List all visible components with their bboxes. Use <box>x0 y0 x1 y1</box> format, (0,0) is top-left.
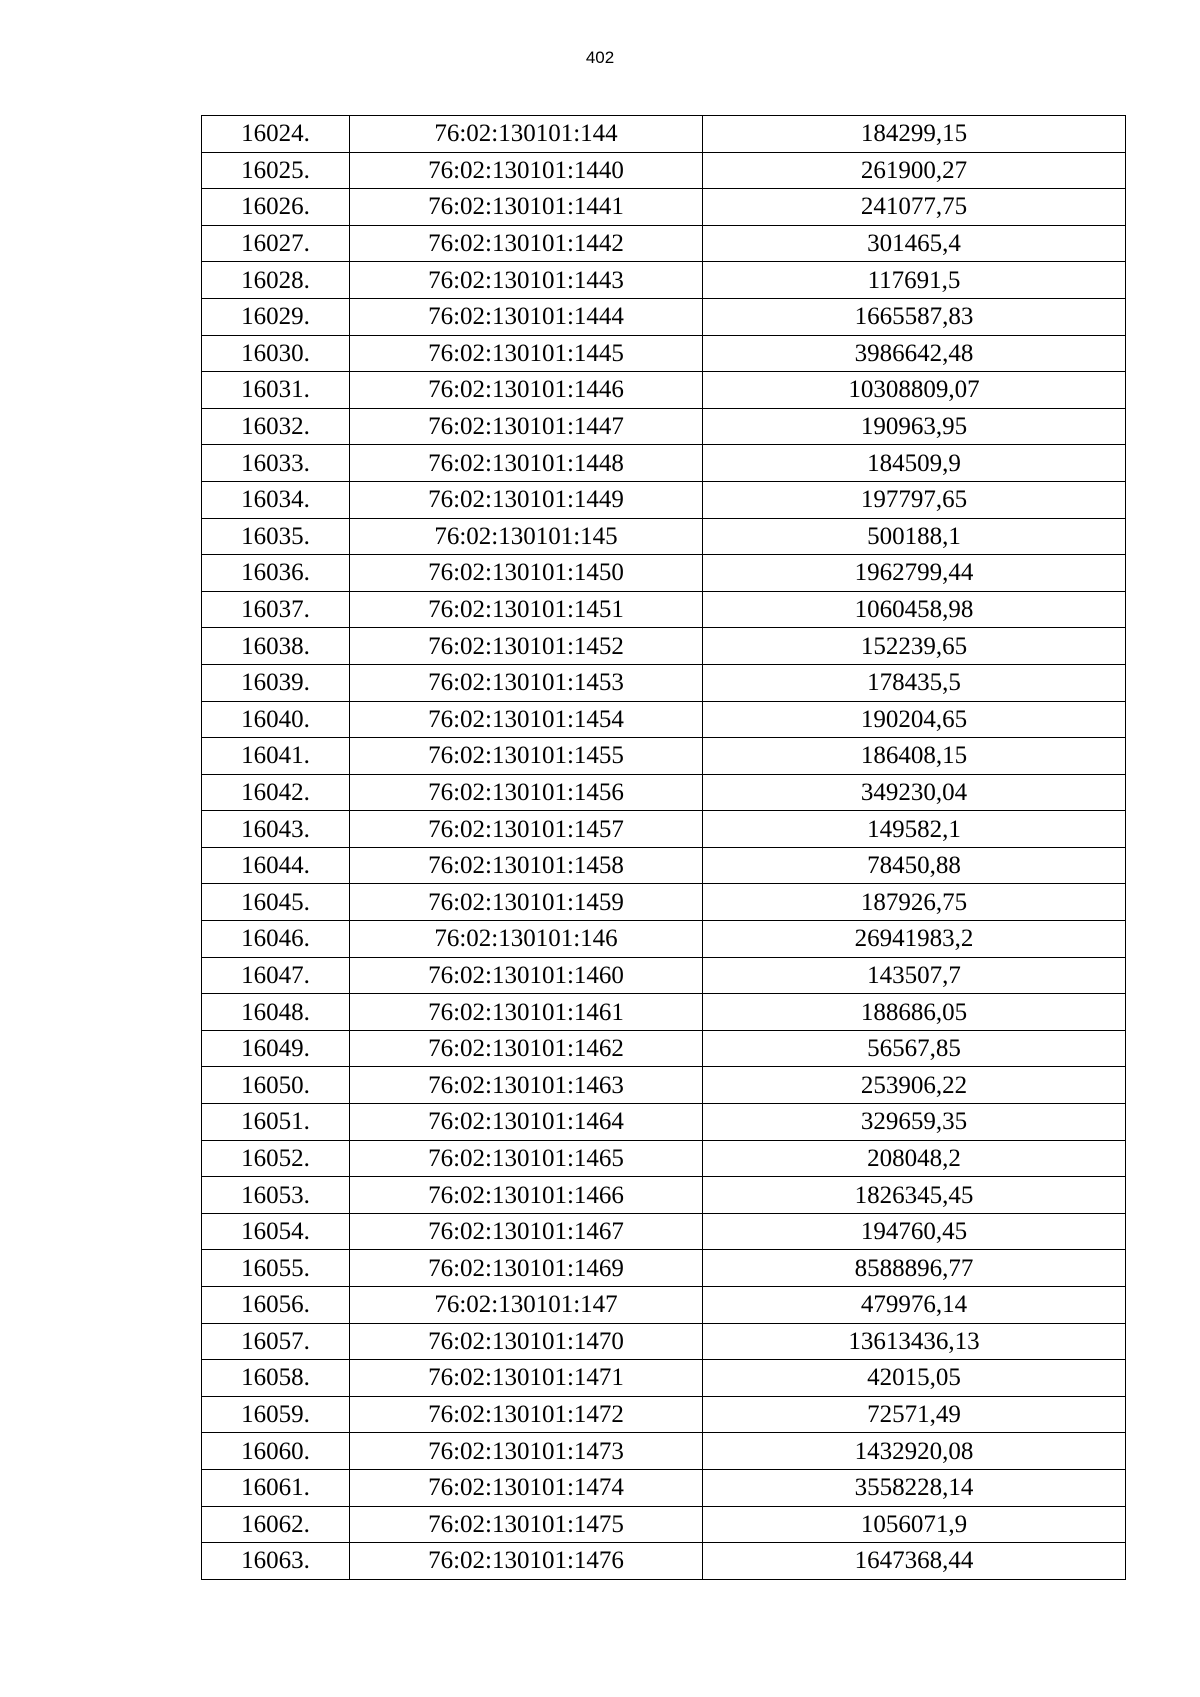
table-row <box>202 518 1126 555</box>
cadastral-number-cell: 76:02:130101:1443 <box>350 262 703 299</box>
table-row <box>202 628 1126 665</box>
row-number-cell: 16051. <box>202 1104 350 1141</box>
table-row <box>202 555 1126 592</box>
table-row <box>202 957 1126 994</box>
table-row <box>202 994 1126 1031</box>
row-number-cell: 16046. <box>202 921 350 958</box>
row-number-cell: 16035. <box>202 518 350 555</box>
cadastral-value-cell: 42015,05 <box>703 1360 1126 1397</box>
cadastral-number-cell: 76:02:130101:1472 <box>350 1396 703 1433</box>
cadastral-value-cell: 152239,65 <box>703 628 1126 665</box>
row-number-cell: 16030. <box>202 335 350 372</box>
row-number-cell: 16036. <box>202 555 350 592</box>
cadastral-value-cell: 72571,49 <box>703 1396 1126 1433</box>
row-number-cell: 16026. <box>202 189 350 226</box>
table-row <box>202 262 1126 299</box>
table-row <box>202 664 1126 701</box>
table-body <box>202 116 1126 1580</box>
table-row <box>202 738 1126 775</box>
cadastral-number-cell: 76:02:130101:1463 <box>350 1067 703 1104</box>
cadastral-value-cell: 178435,5 <box>703 664 1126 701</box>
row-number-cell: 16059. <box>202 1396 350 1433</box>
table-row <box>202 591 1126 628</box>
row-number-cell: 16027. <box>202 225 350 262</box>
table-row <box>202 1067 1126 1104</box>
cadastral-number-cell: 76:02:130101:1452 <box>350 628 703 665</box>
cadastral-value-cell: 1665587,83 <box>703 298 1126 335</box>
table-row <box>202 1213 1126 1250</box>
cadastral-number-cell: 76:02:130101:1471 <box>350 1360 703 1397</box>
cadastral-number-cell: 76:02:130101:1469 <box>350 1250 703 1287</box>
row-number-cell: 16038. <box>202 628 350 665</box>
cadastral-value-cell: 143507,7 <box>703 957 1126 994</box>
table-row <box>202 1543 1126 1580</box>
row-number-cell: 16047. <box>202 957 350 994</box>
cadastral-number-cell: 76:02:130101:1461 <box>350 994 703 1031</box>
row-number-cell: 16029. <box>202 298 350 335</box>
cadastral-value-cell: 190963,95 <box>703 408 1126 445</box>
table-row <box>202 1140 1126 1177</box>
row-number-cell: 16042. <box>202 774 350 811</box>
row-number-cell: 16056. <box>202 1287 350 1324</box>
cadastral-value-cell: 1826345,45 <box>703 1177 1126 1214</box>
cadastral-value-cell: 187926,75 <box>703 884 1126 921</box>
row-number-cell: 16040. <box>202 701 350 738</box>
cadastral-value-cell: 56567,85 <box>703 1030 1126 1067</box>
row-number-cell: 16024. <box>202 116 350 153</box>
row-number-cell: 16037. <box>202 591 350 628</box>
table-row <box>202 189 1126 226</box>
cadastral-number-cell: 76:02:130101:146 <box>350 921 703 958</box>
table-row <box>202 335 1126 372</box>
cadastral-number-cell: 76:02:130101:1474 <box>350 1469 703 1506</box>
row-number-cell: 16053. <box>202 1177 350 1214</box>
row-number-cell: 16039. <box>202 664 350 701</box>
cadastral-value-cell: 1432920,08 <box>703 1433 1126 1470</box>
page-number: 402 <box>585 48 615 67</box>
cadastral-value-cell: 8588896,77 <box>703 1250 1126 1287</box>
cadastral-number-cell: 76:02:130101:1442 <box>350 225 703 262</box>
cadastral-value-cell: 197797,65 <box>703 481 1126 518</box>
row-number-cell: 16063. <box>202 1543 350 1580</box>
cadastral-value-cell: 349230,04 <box>703 774 1126 811</box>
cadastral-number-cell: 76:02:130101:1456 <box>350 774 703 811</box>
cadastral-value-cell: 253906,22 <box>703 1067 1126 1104</box>
table-row <box>202 445 1126 482</box>
table-row <box>202 1104 1126 1141</box>
row-number-cell: 16028. <box>202 262 350 299</box>
cadastral-value-cell: 1060458,98 <box>703 591 1126 628</box>
row-number-cell: 16043. <box>202 811 350 848</box>
table-row <box>202 116 1126 153</box>
table-row <box>202 225 1126 262</box>
table-row <box>202 1506 1126 1543</box>
row-number-cell: 16058. <box>202 1360 350 1397</box>
cadastral-value-cell: 1056071,9 <box>703 1506 1126 1543</box>
cadastral-value-table <box>201 115 1126 1580</box>
row-number-cell: 16033. <box>202 445 350 482</box>
row-number-cell: 16054. <box>202 1213 350 1250</box>
cadastral-number-cell: 76:02:130101:1473 <box>350 1433 703 1470</box>
table-row <box>202 1287 1126 1324</box>
table-row <box>202 811 1126 848</box>
table-row <box>202 372 1126 409</box>
cadastral-number-cell: 76:02:130101:1445 <box>350 335 703 372</box>
cadastral-number-cell: 76:02:130101:1454 <box>350 701 703 738</box>
cadastral-number-cell: 76:02:130101:1440 <box>350 152 703 189</box>
cadastral-value-cell: 3986642,48 <box>703 335 1126 372</box>
cadastral-value-cell: 1962799,44 <box>703 555 1126 592</box>
row-number-cell: 16050. <box>202 1067 350 1104</box>
cadastral-value-cell: 301465,4 <box>703 225 1126 262</box>
row-number-cell: 16060. <box>202 1433 350 1470</box>
cadastral-value-cell: 184299,15 <box>703 116 1126 153</box>
cadastral-number-cell: 76:02:130101:1450 <box>350 555 703 592</box>
row-number-cell: 16062. <box>202 1506 350 1543</box>
cadastral-number-cell: 76:02:130101:1460 <box>350 957 703 994</box>
cadastral-value-cell: 26941983,2 <box>703 921 1126 958</box>
cadastral-number-cell: 76:02:130101:1448 <box>350 445 703 482</box>
row-number-cell: 16041. <box>202 738 350 775</box>
cadastral-value-cell: 117691,5 <box>703 262 1126 299</box>
cadastral-value-cell: 479976,14 <box>703 1287 1126 1324</box>
cadastral-number-cell: 76:02:130101:1459 <box>350 884 703 921</box>
cadastral-value-cell: 1647368,44 <box>703 1543 1126 1580</box>
row-number-cell: 16031. <box>202 372 350 409</box>
cadastral-number-cell: 76:02:130101:147 <box>350 1287 703 1324</box>
table-row <box>202 1250 1126 1287</box>
cadastral-number-cell: 76:02:130101:1465 <box>350 1140 703 1177</box>
cadastral-value-cell: 190204,65 <box>703 701 1126 738</box>
cadastral-value-cell: 184509,9 <box>703 445 1126 482</box>
cadastral-number-cell: 76:02:130101:1455 <box>350 738 703 775</box>
cadastral-value-cell: 186408,15 <box>703 738 1126 775</box>
cadastral-value-cell: 208048,2 <box>703 1140 1126 1177</box>
row-number-cell: 16048. <box>202 994 350 1031</box>
row-number-cell: 16049. <box>202 1030 350 1067</box>
cadastral-value-cell: 194760,45 <box>703 1213 1126 1250</box>
table-row <box>202 1360 1126 1397</box>
row-number-cell: 16055. <box>202 1250 350 1287</box>
cadastral-number-cell: 76:02:130101:144 <box>350 116 703 153</box>
cadastral-value-cell: 10308809,07 <box>703 372 1126 409</box>
table-row <box>202 1433 1126 1470</box>
cadastral-number-cell: 76:02:130101:1466 <box>350 1177 703 1214</box>
cadastral-number-cell: 76:02:130101:1457 <box>350 811 703 848</box>
row-number-cell: 16034. <box>202 481 350 518</box>
cadastral-number-cell: 76:02:130101:1464 <box>350 1104 703 1141</box>
table-row <box>202 1396 1126 1433</box>
cadastral-value-cell: 78450,88 <box>703 847 1126 884</box>
table-row <box>202 481 1126 518</box>
cadastral-number-cell: 76:02:130101:1447 <box>350 408 703 445</box>
row-number-cell: 16032. <box>202 408 350 445</box>
cadastral-number-cell: 76:02:130101:1475 <box>350 1506 703 1543</box>
table-row <box>202 152 1126 189</box>
table-row <box>202 408 1126 445</box>
table-row <box>202 1030 1126 1067</box>
table-row <box>202 884 1126 921</box>
cadastral-number-cell: 76:02:130101:1462 <box>350 1030 703 1067</box>
cadastral-number-cell: 76:02:130101:1449 <box>350 481 703 518</box>
cadastral-value-cell: 13613436,13 <box>703 1323 1126 1360</box>
row-number-cell: 16025. <box>202 152 350 189</box>
cadastral-number-cell: 76:02:130101:1470 <box>350 1323 703 1360</box>
cadastral-value-cell: 329659,35 <box>703 1104 1126 1141</box>
cadastral-number-cell: 76:02:130101:1444 <box>350 298 703 335</box>
cadastral-number-cell: 76:02:130101:1451 <box>350 591 703 628</box>
cadastral-number-cell: 76:02:130101:1446 <box>350 372 703 409</box>
cadastral-number-cell: 76:02:130101:1476 <box>350 1543 703 1580</box>
table-row <box>202 774 1126 811</box>
table-row <box>202 1469 1126 1506</box>
cadastral-number-cell: 76:02:130101:1467 <box>350 1213 703 1250</box>
cadastral-number-cell: 76:02:130101:1441 <box>350 189 703 226</box>
cadastral-number-cell: 76:02:130101:1453 <box>350 664 703 701</box>
cadastral-value-cell: 188686,05 <box>703 994 1126 1031</box>
table-row <box>202 701 1126 738</box>
table-row <box>202 847 1126 884</box>
table-row <box>202 298 1126 335</box>
row-number-cell: 16057. <box>202 1323 350 1360</box>
row-number-cell: 16045. <box>202 884 350 921</box>
table-row <box>202 1177 1126 1214</box>
row-number-cell: 16061. <box>202 1469 350 1506</box>
row-number-cell: 16044. <box>202 847 350 884</box>
row-number-cell: 16052. <box>202 1140 350 1177</box>
cadastral-value-cell: 261900,27 <box>703 152 1126 189</box>
table-row <box>202 1323 1126 1360</box>
table-row <box>202 921 1126 958</box>
cadastral-value-cell: 149582,1 <box>703 811 1126 848</box>
cadastral-number-cell: 76:02:130101:145 <box>350 518 703 555</box>
cadastral-value-cell: 3558228,14 <box>703 1469 1126 1506</box>
cadastral-number-cell: 76:02:130101:1458 <box>350 847 703 884</box>
cadastral-value-cell: 241077,75 <box>703 189 1126 226</box>
cadastral-value-cell: 500188,1 <box>703 518 1126 555</box>
